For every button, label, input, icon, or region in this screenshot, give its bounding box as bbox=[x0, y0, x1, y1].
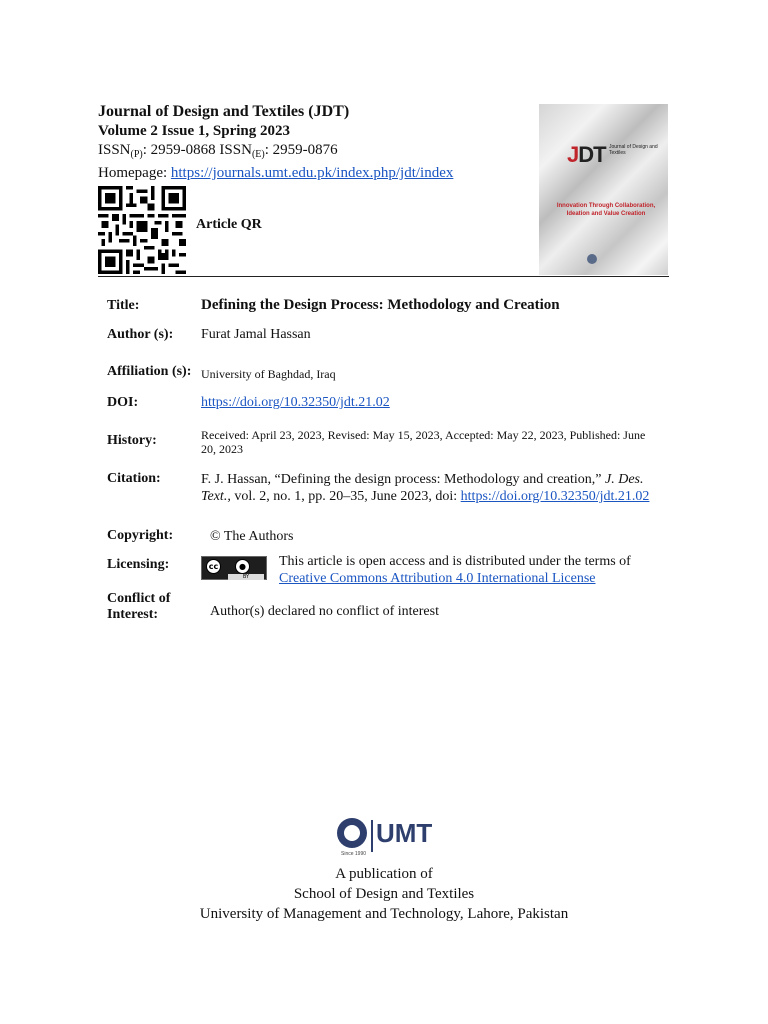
cc-by-license-icon[interactable] bbox=[201, 556, 267, 580]
journal-cover-image bbox=[539, 104, 668, 275]
history-label: History: bbox=[107, 433, 157, 448]
publication-line-3: University of Management and Technology, Lahore, Pakistan bbox=[199, 906, 569, 922]
publication-line-2: School of Design and Textiles bbox=[293, 886, 475, 902]
author-label: Author (s): bbox=[107, 327, 174, 342]
umt-logo bbox=[337, 818, 437, 860]
history-value: Received: April 23, 2023, Revised: May 15, 2023, Accepted: May 22, 2023, Published: June 20, 2023 bbox=[201, 428, 646, 456]
citation-label: Citation: bbox=[107, 471, 161, 486]
conflict-value: Author(s) declared no conflict of interest bbox=[210, 604, 439, 619]
cover-tagline: Innovation Through Collaboration, Ideation and Value Creation bbox=[556, 203, 656, 217]
copyright-label: Copyright: bbox=[107, 528, 174, 543]
cover-logo: JDT bbox=[567, 142, 606, 167]
doi-link[interactable]: https://doi.org/10.32350/jdt.21.02 bbox=[201, 395, 390, 410]
journal-title: Journal of Design and Textiles (JDT) bbox=[98, 103, 350, 120]
issn-electronic-sub: (E) bbox=[251, 149, 265, 160]
license-link[interactable]: Creative Commons Attribution 4.0 International License bbox=[279, 571, 596, 586]
citation-value: F. J. Hassan, “Defining the design process: Methodology and creation,” J. Des. Text., vol. 2, no. 1, pp. 20–35, June 2023, doi: https://doi.org/10.32350/jdt.21.02 bbox=[201, 472, 650, 504]
issn-prefix: ISSN bbox=[98, 142, 131, 158]
article-qr-label: Article QR bbox=[196, 217, 262, 232]
qr-code-icon bbox=[98, 186, 186, 274]
publication-line-1: A publication of bbox=[335, 866, 433, 882]
affiliation-label: Affiliation (s): bbox=[107, 364, 192, 379]
licensing-text: This article is open access and is distributed under the terms of Creative Commons Attribution 4.0 International License bbox=[279, 554, 631, 586]
cc-icon: cc bbox=[206, 559, 221, 574]
issn-print-sub: (P) bbox=[130, 149, 143, 160]
article-title: Defining the Design Process: Methodology and Creation bbox=[201, 297, 560, 313]
citation-journal: J. Des. Text. bbox=[201, 472, 644, 504]
cc-by-badge: BY bbox=[228, 574, 264, 580]
licensing-label: Licensing: bbox=[107, 557, 170, 572]
umt-wordmark: UMT bbox=[376, 818, 433, 848]
article-qr-code bbox=[98, 186, 186, 274]
homepage-link[interactable]: https://journals.umt.edu.pk/index.php/jdt/index bbox=[170, 165, 454, 181]
umt-seal-icon bbox=[337, 818, 367, 848]
author-name: Furat Jamal Hassan bbox=[201, 327, 311, 342]
conflict-label: Conflict of Interest: bbox=[107, 591, 171, 622]
journal-volume: Volume 2 Issue 1, Spring 2023 bbox=[98, 123, 290, 139]
doi-label: DOI: bbox=[107, 395, 139, 410]
umt-est: Since 1990 bbox=[341, 851, 367, 857]
cover-seal-icon bbox=[587, 254, 597, 264]
doi-value bbox=[201, 395, 651, 411]
issn-electronic-value: : 2959-0876 bbox=[264, 142, 338, 158]
issn-print-value: : 2959-0868 ISSN bbox=[142, 142, 252, 158]
cover-subtitle: Journal of Design and Textiles bbox=[609, 144, 658, 156]
affiliation-value: University of Baghdad, Iraq bbox=[201, 367, 336, 381]
header-divider bbox=[98, 276, 669, 277]
attribution-icon: ● bbox=[235, 559, 250, 574]
homepage-label: Homepage: bbox=[98, 165, 171, 181]
copyright-value: © The Authors bbox=[210, 529, 294, 544]
title-label: Title: bbox=[107, 298, 140, 313]
citation-doi-link[interactable]: https://doi.org/10.32350/jdt.21.02 bbox=[460, 489, 650, 504]
